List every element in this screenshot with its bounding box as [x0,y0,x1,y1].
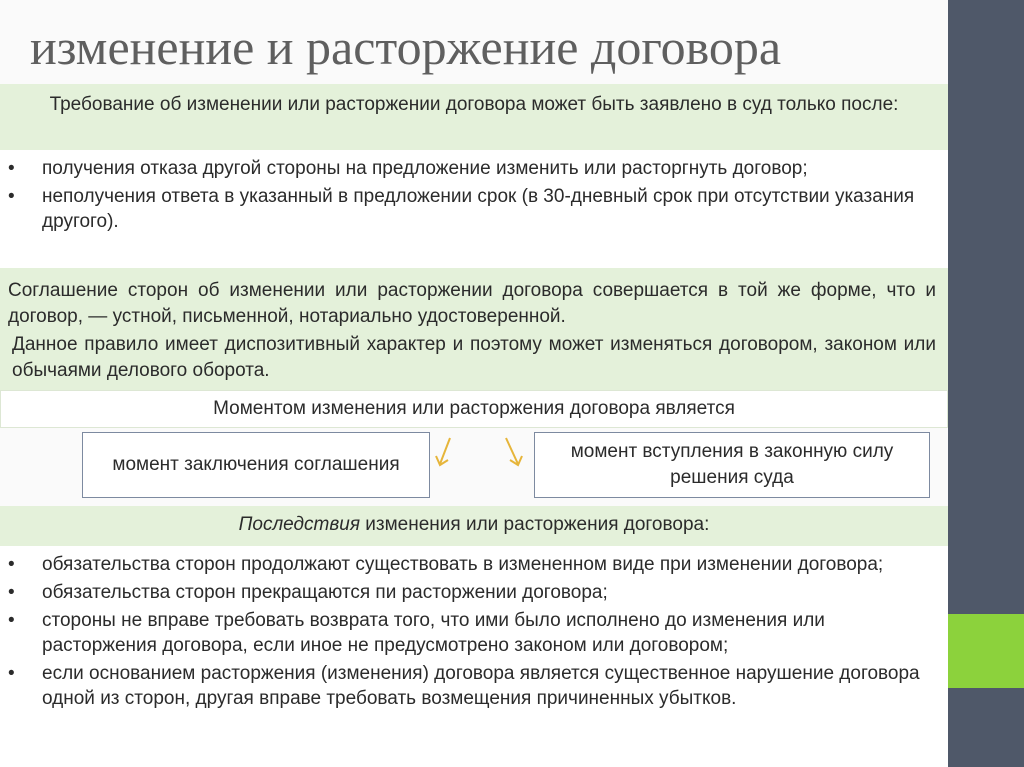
moment-box-court: момент вступления в законную силу решения суда [534,432,930,498]
moment-box-agreement: момент заключения соглашения [82,432,430,498]
requirement-heading: Требование об изменении или расторжении договора может быть заявлено в суд только после: [0,84,948,150]
page-title: изменение и расторжение договора [30,19,782,75]
consequences-heading [0,506,948,546]
agreement-paragraph-1: Соглашение сторон об изменении или расторжении договора совершается в той же форме, что и договор, — устной, письменной, нотариально удостоверенной. [8,280,936,327]
bullet: • [8,186,15,207]
list-item: • стороны не вправе требовать возврата того, что ими было исполнено до изменения или расторжения договора, если иное не предусмотрено законом или договором; [8,610,825,656]
list-item: • если основанием расторжения (изменения) договора является существенное нарушение договора одной из сторон, другая вправе требовать возмещения причиненных убытков. [8,663,920,709]
consequences-list-band [0,546,948,767]
list-item: • неполучения ответа в указанный в предложении срок (в 30-дневный срок при отсутствии указания другого). [8,186,915,232]
agreement-section [0,268,948,390]
list-item: • обязательства сторон прекращаются пи расторжении договора; [8,582,608,603]
requirement-list-band [0,150,948,268]
agreement-paragraph-2: Данное правило имеет диспозитивный характер и поэтому может изменяться договором, законом или обычаями делового оборота. [12,334,936,381]
consequences-list [8,552,938,711]
bullet: • [8,158,15,179]
down-right-arrow-icon [498,436,528,470]
bullet: • [8,582,15,603]
consequences-heading-italic: Последствия [238,514,360,535]
bullet: • [8,663,15,684]
moment-heading: Моментом изменения или расторжения договора является [0,390,948,428]
list-item: • получения отказа другой стороны на предложение изменить или расторгнуть договор; [8,158,808,179]
side-accent-block [948,614,1024,688]
bullet: • [8,554,15,575]
requirement-list [8,156,938,234]
list-item: • обязательства сторон продолжают существовать в измененном виде при изменении договора; [8,554,884,575]
bullet: • [8,610,15,631]
consequences-heading-rest: изменения или расторжения договора: [360,514,710,535]
down-left-arrow-icon [430,436,460,470]
